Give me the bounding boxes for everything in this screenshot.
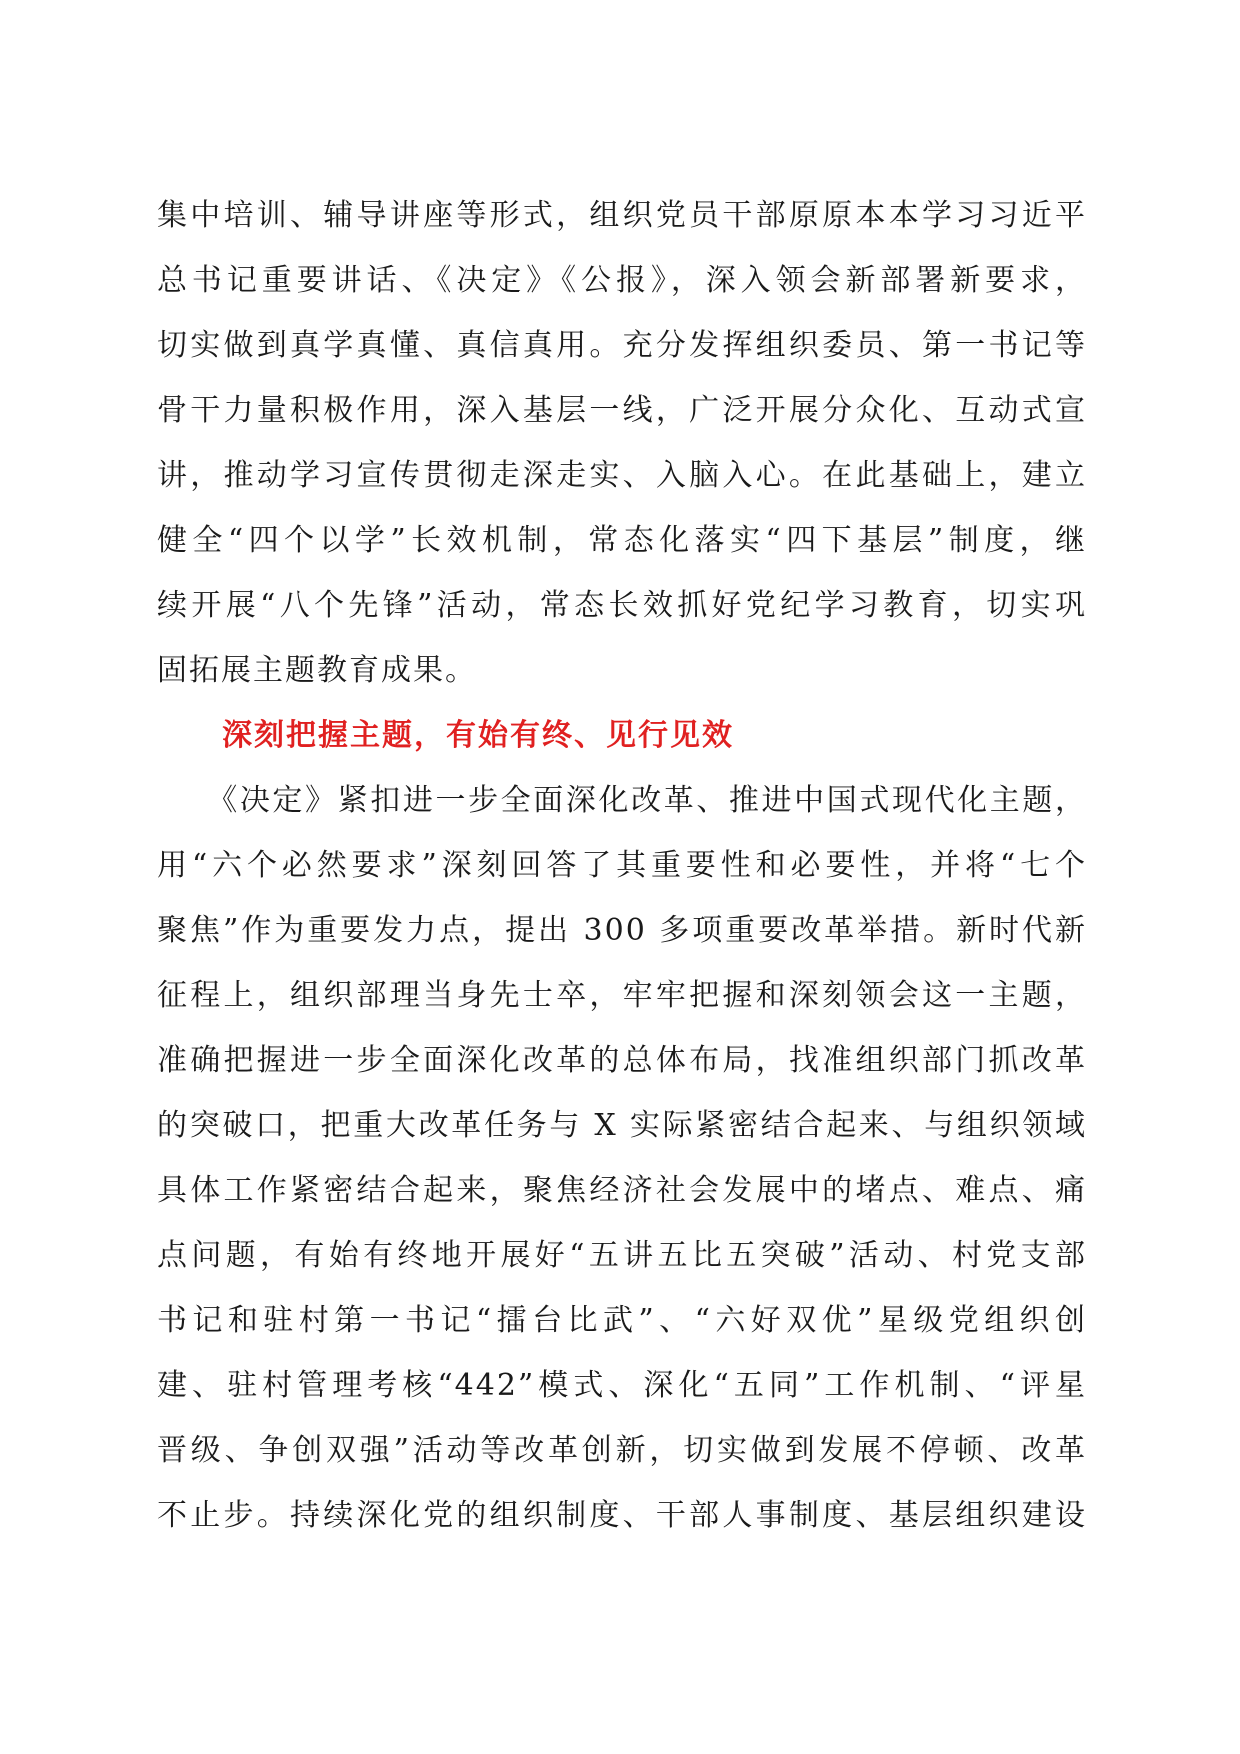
paragraph-grasp-theme <box>157 768 1087 1548</box>
text-line: 征程上，组织部理当身先士卒，牢牢把握和深刻领会这一主题， <box>157 978 1087 1013</box>
text-line: 建、驻村管理考核“442”模式、深化“五同”工作机制、“评星 <box>157 1368 1087 1403</box>
text-line: 骨干力量积极作用，深入基层一线，广泛开展分众化、互动式宣 <box>157 393 1087 428</box>
text-line: 《决定》紧扣进一步全面深化改革、推进中国式现代化主题， <box>157 783 1087 818</box>
text-line: 点问题，有始有终地开展好“五讲五比五突破”活动、村党支部 <box>157 1238 1087 1273</box>
text-line: 晋级、争创双强”活动等改革创新，切实做到发展不停顿、改革 <box>157 1433 1087 1468</box>
paragraph-study-implementation <box>157 183 1087 703</box>
text-line: 用“六个必然要求”深刻回答了其重要性和必要性，并将“七个 <box>157 848 1087 883</box>
text-line: 固拓展主题教育成果。 <box>157 653 477 688</box>
text-line: 讲，推动学习宣传贯彻走深走实、入脑入心。在此基础上，建立 <box>157 458 1087 493</box>
text-line: 切实做到真学真懂、真信真用。充分发挥组织委员、第一书记等 <box>157 328 1087 363</box>
text-line: 总书记重要讲话、《决定》《公报》，深入领会新部署新要求， <box>157 263 1087 298</box>
text-line: 书记和驻村第一书记“擂台比武”、“六好双优”星级党组织创 <box>157 1303 1087 1338</box>
text-line: 不止步。持续深化党的组织制度、干部人事制度、基层组织建设 <box>157 1498 1087 1533</box>
text-line: 具体工作紧密结合起来，聚焦经济社会发展中的堵点、难点、痛 <box>157 1173 1087 1208</box>
text-line: 准确把握进一步全面深化改革的总体布局，找准组织部门抓改革 <box>157 1043 1087 1078</box>
text-line: 的突破口，把重大改革任务与 X 实际紧密结合起来、与组织领域 <box>157 1108 1087 1143</box>
text-line: 续开展“八个先锋”活动，常态长效抓好党纪学习教育，切实巩 <box>157 588 1087 623</box>
text-line: 健全“四个以学”长效机制，常态化落实“四下基层”制度，继 <box>157 523 1087 558</box>
text-line: 集中培训、辅导讲座等形式，组织党员干部原原本本学习习近平 <box>157 198 1087 233</box>
text-line: 聚焦”作为重要发力点，提出 300 多项重要改革举措。新时代新 <box>157 913 1087 948</box>
section-heading: 深刻把握主题，有始有终、见行见效 <box>222 718 734 753</box>
